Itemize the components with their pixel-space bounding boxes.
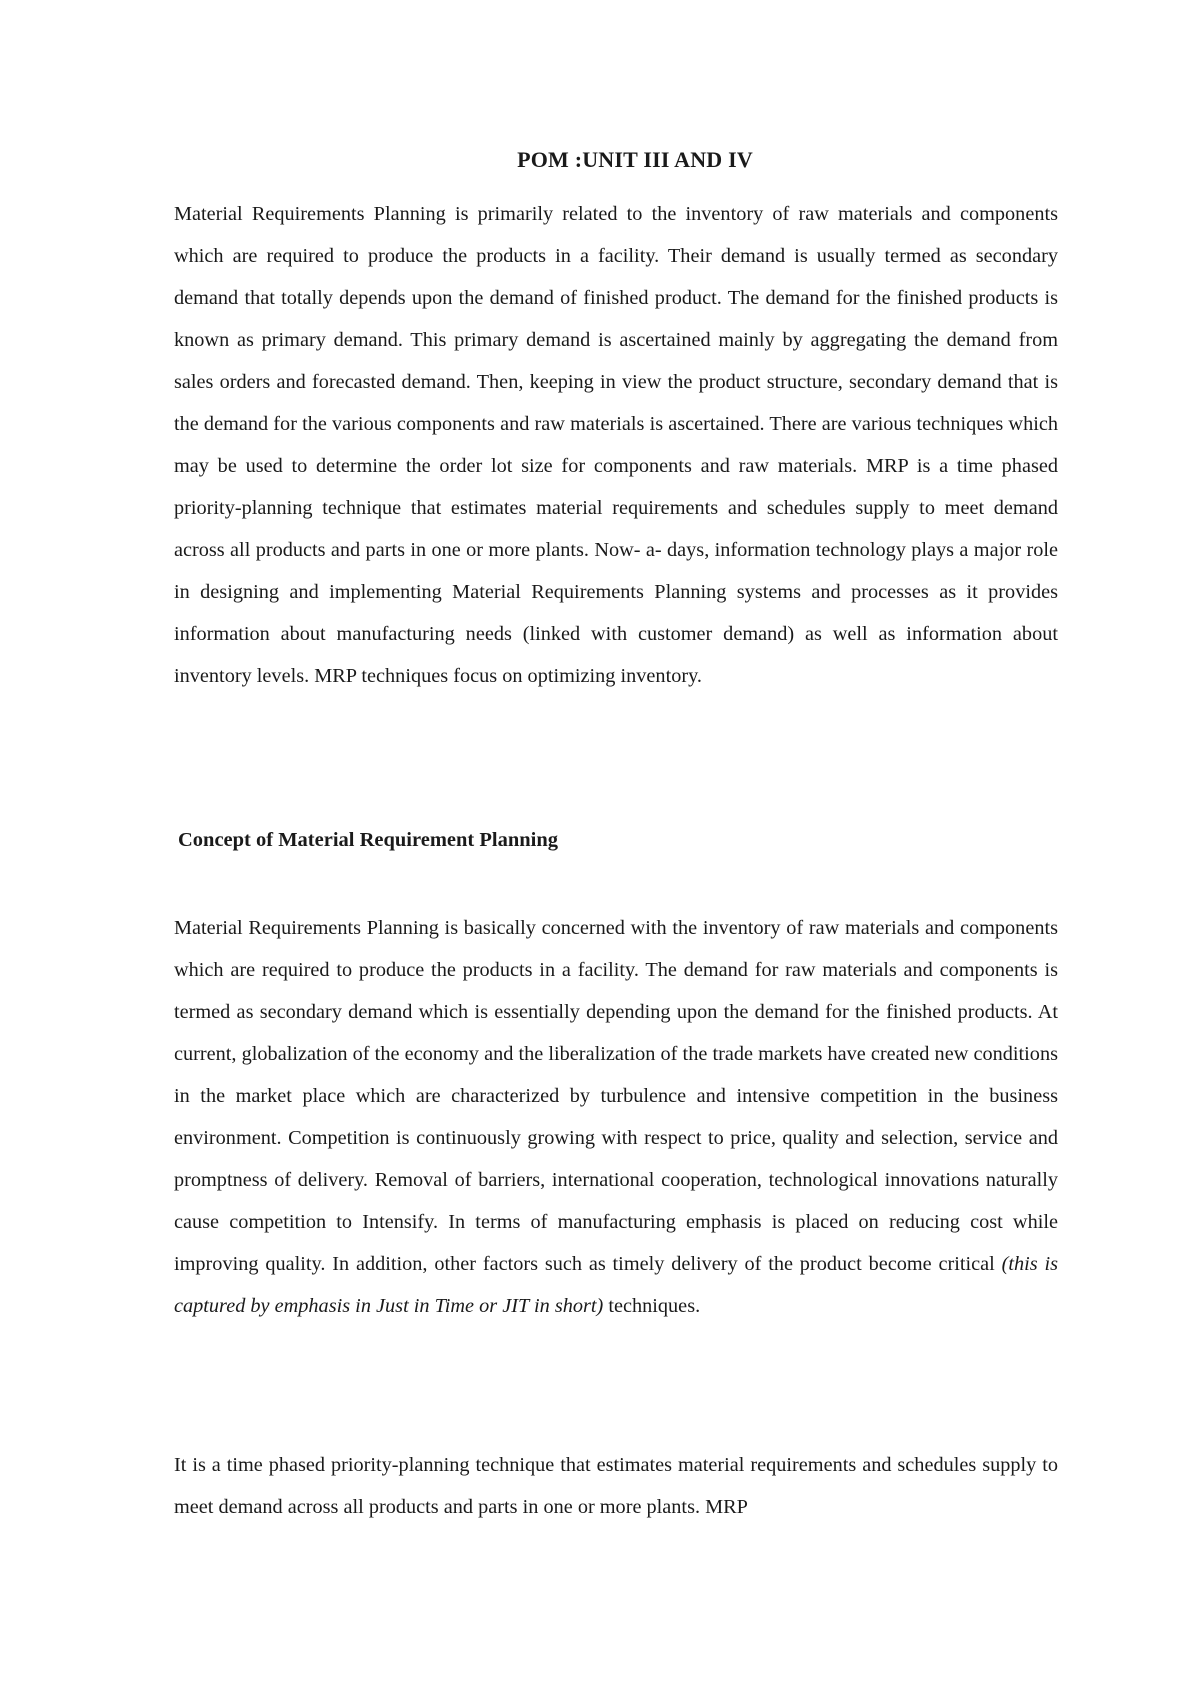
mrp-definition-paragraph: It is a time phased priority-planning technique that estimates material requirements and schedules supply to meet demand across all products and parts in one or more plants. MRP bbox=[174, 1454, 1058, 1518]
intro-paragraph: Material Requirements Planning is primarily related to the inventory of raw materials and components which are required to produce the products in a facility. Their demand is usually termed as secondary demand that totally depends upon the demand of finished product. The demand for the finished products is known as primary demand. This primary demand is ascertained mainly by aggregating the demand from sales orders and forecasted demand. Then, keeping in view the product structure, secondary demand that is the demand for the various components and raw materials is ascertained. There are various techniques which may be used to determine the order lot size for components and raw materials. MRP is a time phased priority-planning technique that estimates material requirements and schedules supply to meet demand across all products and parts in one or more plants. Now- a- days, information technology plays a major role in designing and implementing Material Requirements Planning systems and processes as it provides information about manufacturing needs (linked with customer demand) as well as information about inventory levels. MRP techniques focus on optimizing inventory. bbox=[174, 203, 1058, 687]
document-title: POM :UNIT III AND IV bbox=[517, 147, 753, 172]
concept-paragraph-main-text: Material Requirements Planning is basically concerned with the inventory of raw materials and components which are required to produce the products in a facility. The demand for raw materials and components is termed as secondary demand which is essentially depending upon the demand for the finished products. At current, globalization of the economy and the liberalization of the trade markets have created new conditions in the market place which are characterized by turbulence and intensive competition in the business environment. Competition is continuously growing with respect to price, quality and selection, service and promptness of delivery. Removal of barriers, international cooperation, technological innovations naturally cause competition to Intensify. In terms of manufacturing emphasis is placed on reducing cost while improving quality. In addition, other factors such as timely delivery of the product become critical bbox=[174, 917, 1058, 1275]
concept-paragraph bbox=[174, 907, 1058, 1327]
section-heading-concept: Concept of Material Requirement Planning bbox=[178, 829, 558, 851]
concept-paragraph-tail: techniques. bbox=[603, 1295, 701, 1317]
concept-paragraph-emphasis: (this is captured by emphasis in Just in Time or JIT in short) bbox=[174, 1253, 1059, 1317]
